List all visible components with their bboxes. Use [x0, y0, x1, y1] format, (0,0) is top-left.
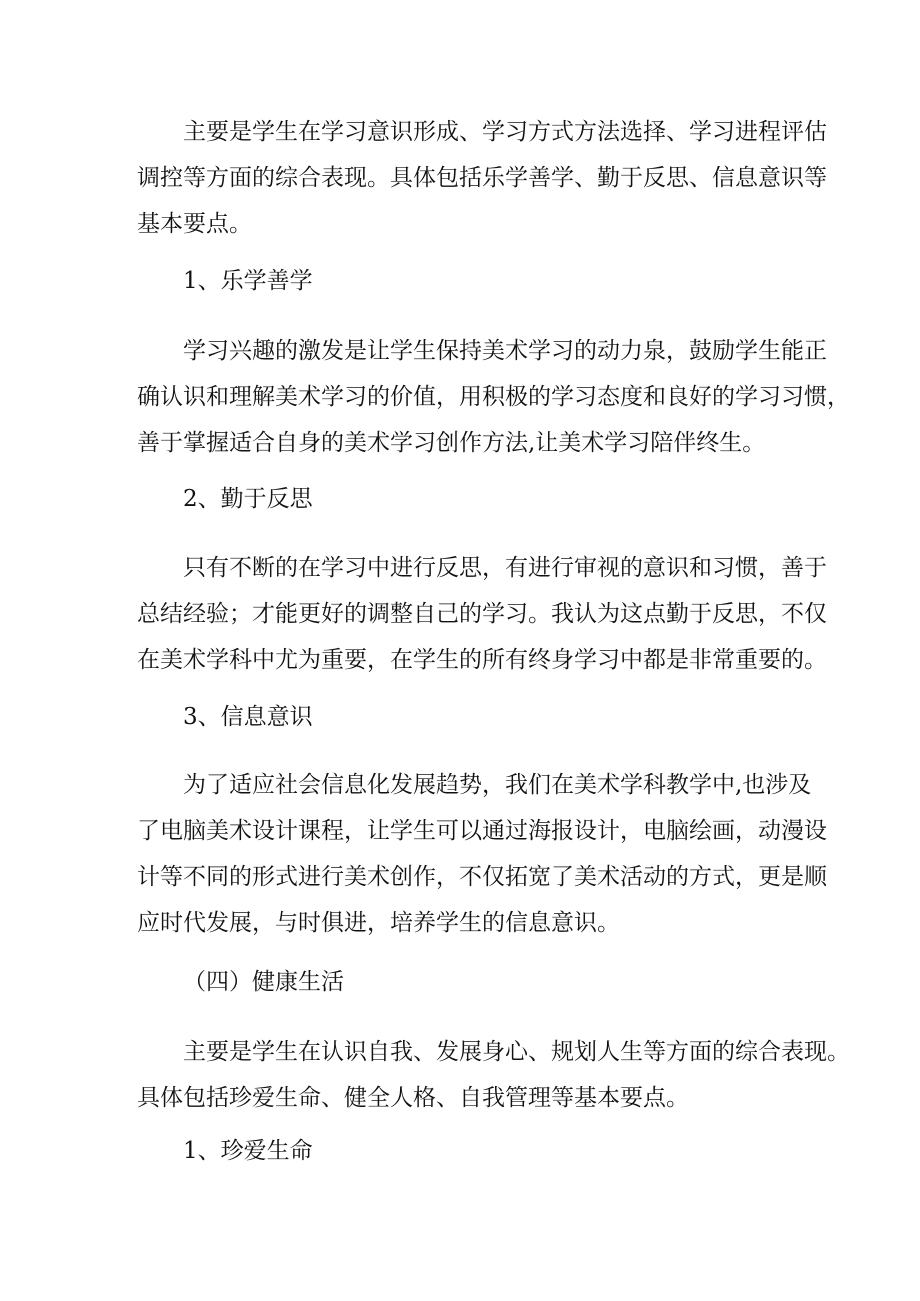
text-line: 善于掌握适合自身的美术学习创作方法,让美术学习陪伴终生。	[137, 430, 766, 456]
paragraph-information-awareness	[137, 762, 827, 946]
text-line: 调控等方面的综合表现。具体包括乐学善学、勤于反思、信息意识等	[137, 165, 827, 191]
heading-information-awareness: 3、信息意识	[183, 704, 313, 730]
text-line: 学习兴趣的激发是让学生保持美术学习的动力泉，鼓励学生能正	[183, 338, 827, 364]
heading-enjoy-learning: 1、乐学善学	[183, 268, 313, 294]
heading-diligent-reflection: 2、勤于反思	[183, 486, 313, 512]
text-line: 计等不同的形式进行美术创作，不仅拓宽了美术活动的方式，更是顺	[137, 864, 827, 890]
text-line: 了电脑美术设计课程，让学生可以通过海报设计，电脑绘画，动漫设	[137, 818, 827, 844]
text-line: 基本要点。	[137, 211, 252, 237]
text-line: 在美术学科中尤为重要，在学生的所有终身学习中都是非常重要的。	[137, 647, 827, 673]
text-line: 主要是学生在认识自我、发展身心、规划人生等方面的综合表现。	[183, 1039, 850, 1065]
text-line: 确认识和理解美术学习的价值，用积极的学习态度和良好的学习习惯，	[137, 384, 850, 410]
text-line: 总结经验；才能更好的调整自己的学习。我认为这点勤于反思，不仅	[137, 601, 827, 627]
paragraph-healthy-living	[137, 1029, 850, 1121]
text-line: 应时代发展，与时俱进，培养学生的信息意识。	[137, 910, 620, 936]
heading-healthy-living: （四）健康生活	[183, 969, 344, 995]
text-line: 只有不断的在学习中进行反思，有进行审视的意识和习惯，善于	[183, 555, 827, 581]
paragraph-enjoy-learning	[137, 328, 850, 466]
paragraph-diligent-reflection	[137, 545, 827, 683]
text-line: 为了适应社会信息化发展趋势，我们在美术学科教学中,也涉及	[183, 772, 812, 798]
text-line: 主要是学生在学习意识形成、学习方式方法选择、学习进程评估	[183, 119, 827, 145]
paragraph-learning-to-learn-intro	[137, 109, 827, 247]
heading-cherish-life: 1、珍爱生命	[183, 1138, 313, 1164]
text-line: 具体包括珍爱生命、健全人格、自我管理等基本要点。	[137, 1085, 689, 1111]
